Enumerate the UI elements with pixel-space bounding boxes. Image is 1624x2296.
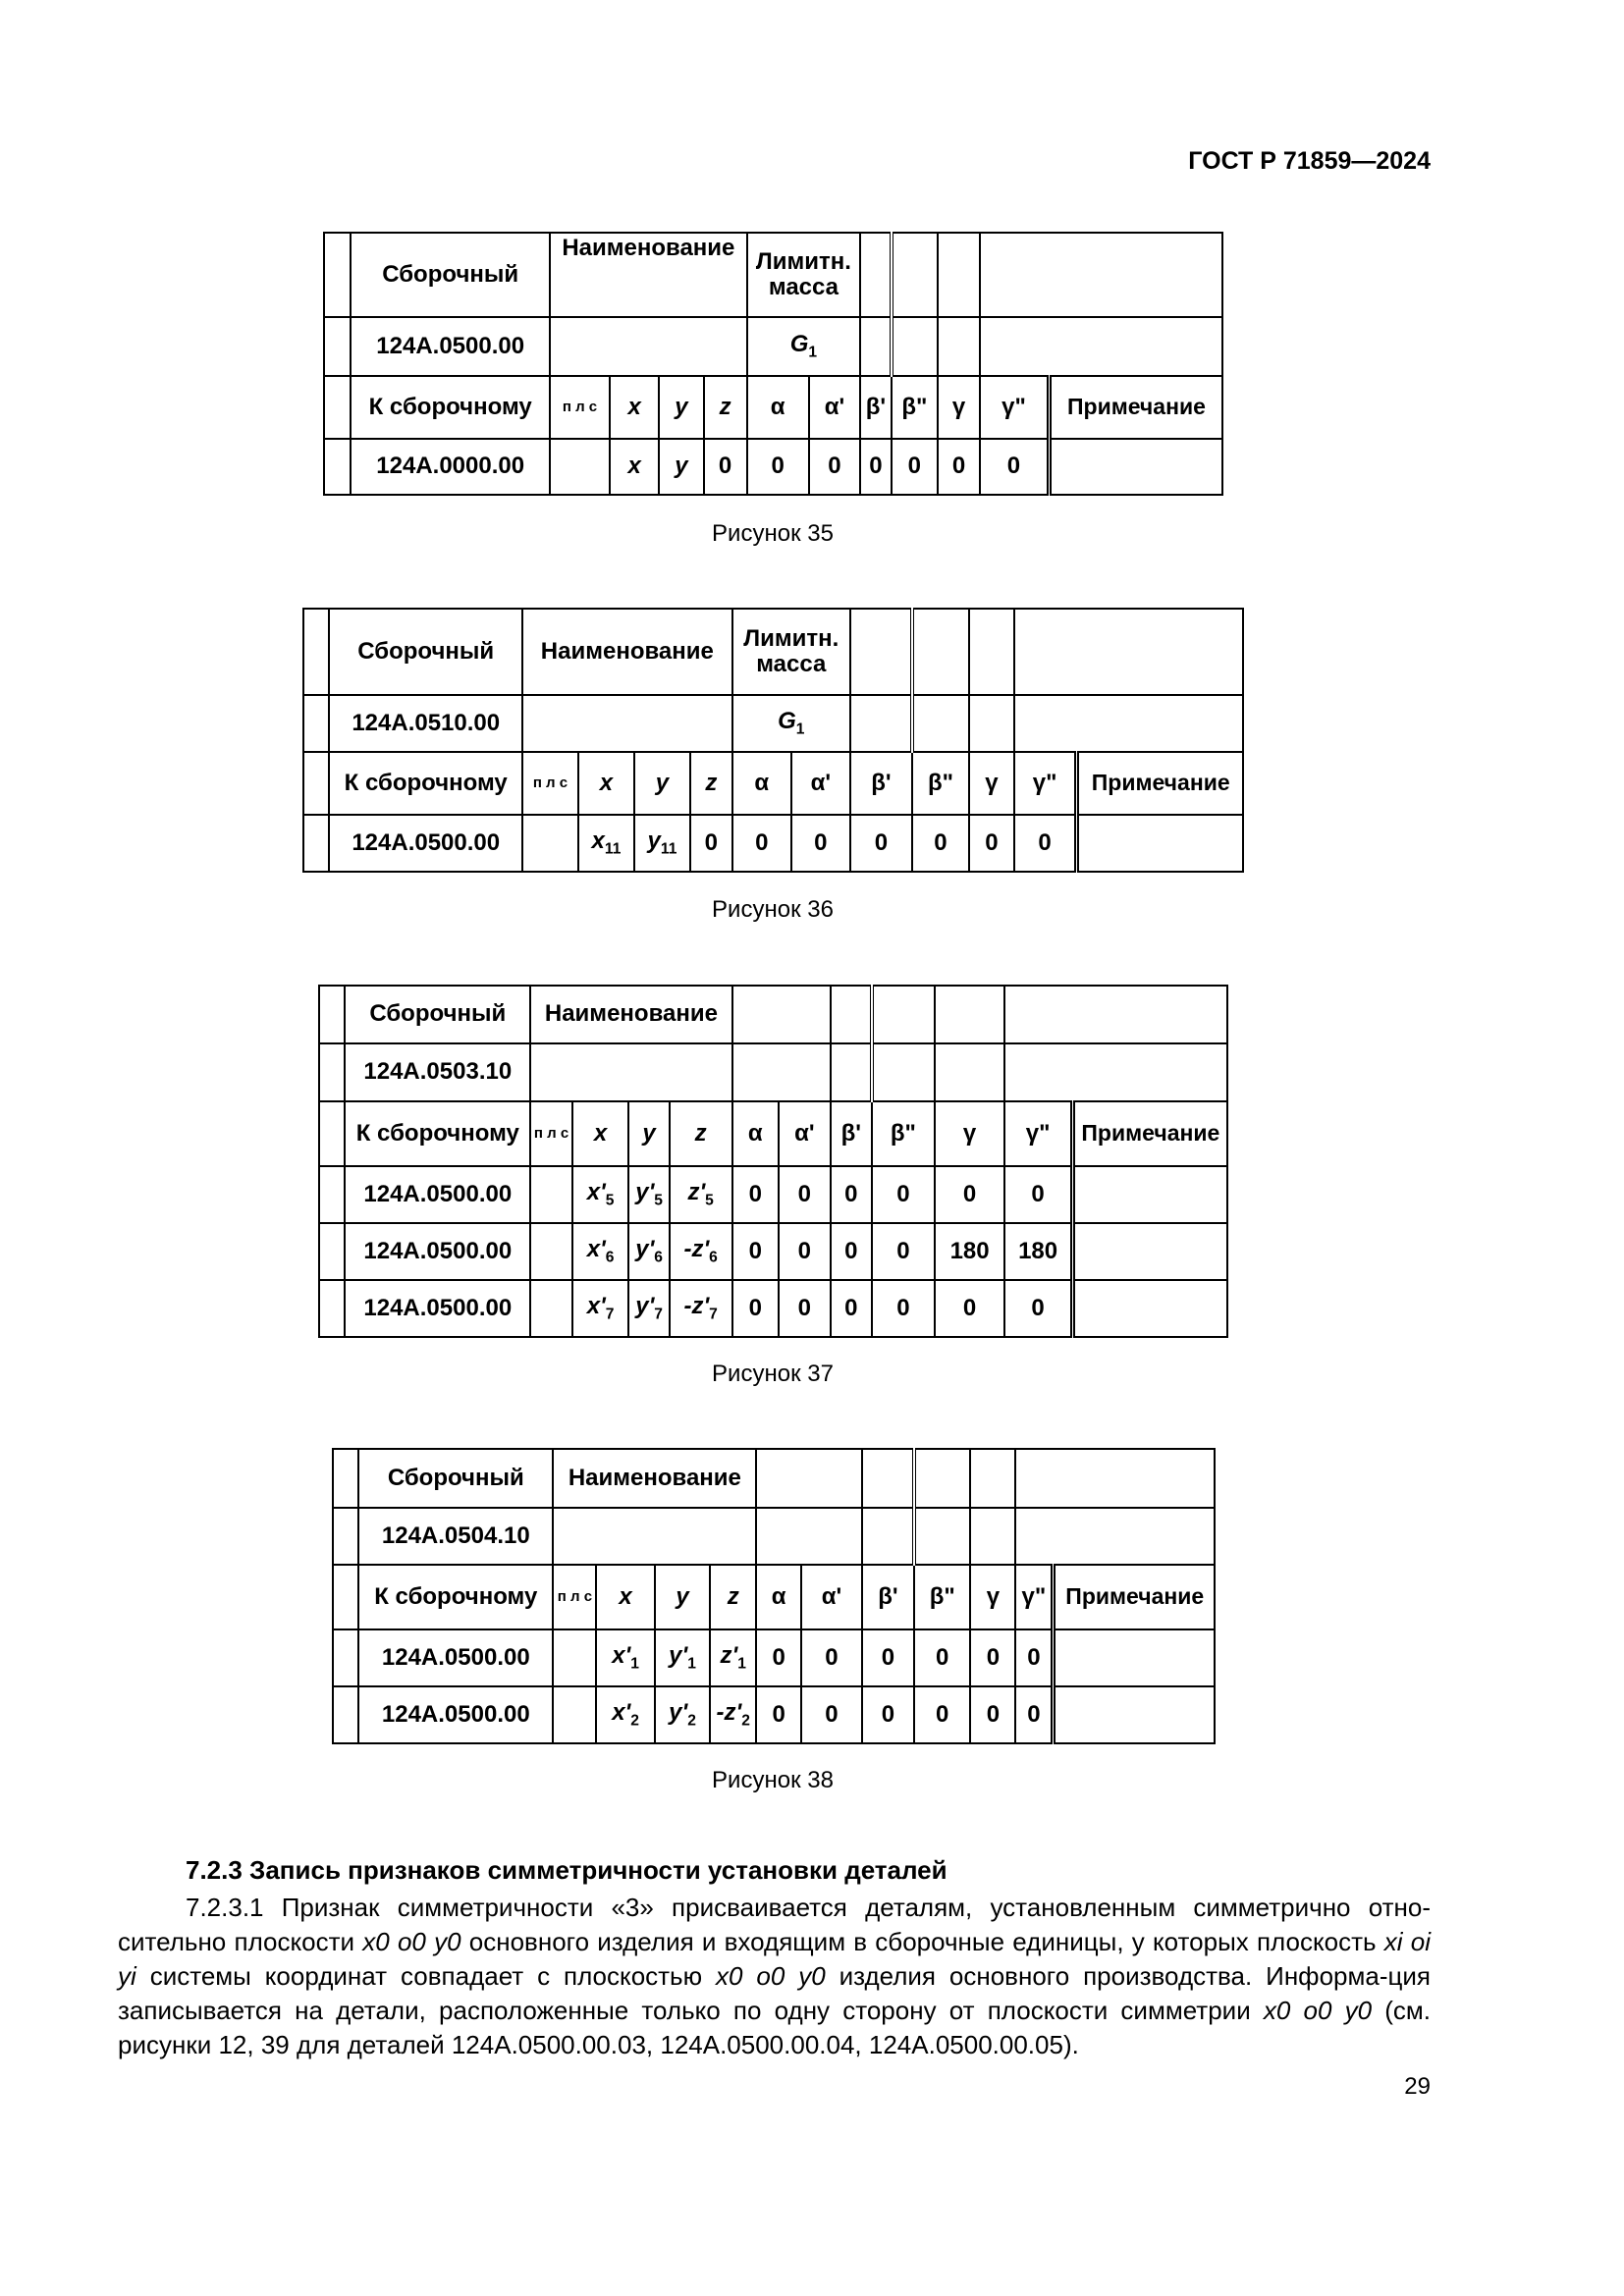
col-alpha1: α' [779, 1101, 831, 1166]
empty-cell [1004, 1043, 1227, 1101]
x-value: x [610, 439, 659, 495]
empty-cell [969, 609, 1014, 695]
to-assembly-label: К сборочному [329, 752, 521, 815]
empty-cell [862, 1449, 914, 1508]
table-row [319, 1280, 1227, 1337]
row-code: 124А.0500.00 [358, 1629, 553, 1686]
assembly-label: Сборочный [358, 1449, 553, 1508]
figure-36-table [302, 608, 1244, 873]
beta2-value: 0 [892, 439, 938, 495]
figure-38-caption: Рисунок 38 [712, 1767, 834, 1793]
empty-cell [732, 986, 831, 1043]
name-value [522, 695, 732, 752]
table-row [319, 1166, 1227, 1223]
row-code: 124А.0500.00 [345, 1166, 530, 1223]
col-beta2: β" [892, 376, 938, 439]
col-beta1: β' [850, 752, 912, 815]
document-code: ГОСТ Р 71859—2024 [1188, 147, 1431, 175]
beta2-value: 0 [912, 815, 969, 872]
beta1-value: 0 [862, 1686, 914, 1743]
gamma-value: 0 [935, 1280, 1005, 1337]
empty-cell [872, 1043, 935, 1101]
pls-value [553, 1686, 596, 1743]
limit-mass-label: Лимитн. масса [732, 609, 850, 695]
empty-cell [935, 1043, 1005, 1101]
col-beta2: β" [912, 752, 969, 815]
col-beta1: β' [860, 376, 892, 439]
pls-label: п л с [553, 1565, 596, 1629]
stub-cell [303, 752, 329, 815]
beta2-value: 0 [872, 1166, 935, 1223]
col-y: y [628, 1101, 669, 1166]
name-value [553, 1508, 756, 1565]
gamma-value: 0 [969, 815, 1014, 872]
col-beta2: β" [914, 1565, 970, 1629]
x-value: $x'_2$ [596, 1686, 655, 1743]
name-value [550, 317, 747, 376]
name-label: Наименование [522, 609, 732, 695]
empty-cell [912, 609, 969, 695]
z-value: $-z'_2$ [710, 1686, 756, 1743]
stub-cell [319, 986, 345, 1043]
to-assembly-label: К сборочному [358, 1565, 553, 1629]
gamma-value: 180 [935, 1223, 1005, 1280]
col-alpha1: α' [809, 376, 861, 439]
name-label: Наименование [553, 1449, 756, 1508]
y-value: $y'_1$ [655, 1629, 710, 1686]
stub-cell [333, 1449, 358, 1508]
empty-cell [1015, 1449, 1215, 1508]
stub-cell [319, 1223, 345, 1280]
beta2-value: 0 [872, 1280, 935, 1337]
gamma2-value: 0 [1015, 1686, 1054, 1743]
assembly-code: 124А.0504.10 [358, 1508, 553, 1565]
col-x: x [572, 1101, 629, 1166]
gamma-value: 0 [935, 1166, 1005, 1223]
alpha1-value: 0 [809, 439, 861, 495]
note-value [1077, 815, 1243, 872]
mass-value: $G_1$ [732, 695, 850, 752]
empty-cell [1014, 609, 1243, 695]
pls-value [530, 1280, 571, 1337]
alpha1-value: 0 [791, 815, 850, 872]
name-label: Наименование [530, 986, 731, 1043]
empty-cell [850, 695, 912, 752]
empty-cell [756, 1449, 862, 1508]
empty-cell [938, 317, 980, 376]
note-value [1072, 1223, 1227, 1280]
empty-cell [850, 609, 912, 695]
stub-cell [303, 609, 329, 695]
empty-cell [872, 986, 935, 1043]
col-beta1: β' [831, 1101, 872, 1166]
stub-cell [324, 376, 351, 439]
empty-cell [912, 695, 969, 752]
x-value: $x'_1$ [596, 1629, 655, 1686]
col-alpha: α [756, 1565, 801, 1629]
empty-cell [1015, 1508, 1215, 1565]
stub-cell [324, 233, 351, 317]
col-x: x [596, 1565, 655, 1629]
beta1-value: 0 [831, 1166, 872, 1223]
alpha-value: 0 [732, 1223, 780, 1280]
stub-cell [319, 1166, 345, 1223]
alpha-value: 0 [756, 1629, 801, 1686]
col-x: x [578, 752, 634, 815]
col-gamma: γ [969, 752, 1014, 815]
to-assembly-label: К сборочному [351, 376, 550, 439]
empty-cell [831, 1043, 872, 1101]
alpha-value: 0 [732, 1280, 780, 1337]
plane-symbol: x0 o0 y0 [1263, 1996, 1373, 2025]
pls-value [553, 1629, 596, 1686]
name-label: Наименование [550, 233, 747, 317]
x-value: $x_{11}$ [578, 815, 634, 872]
to-assembly-label: К сборочному [345, 1101, 530, 1166]
col-gamma2: γ" [1014, 752, 1077, 815]
figure-37-caption: Рисунок 37 [712, 1361, 834, 1387]
gamma-value: 0 [970, 1629, 1015, 1686]
note-label: Примечание [1049, 376, 1222, 439]
plane-symbol: x0 o0 y0 [716, 1961, 826, 1991]
empty-cell [938, 233, 980, 317]
figure-35-caption: Рисунок 35 [712, 520, 834, 547]
alpha1-value: 0 [779, 1166, 831, 1223]
empty-cell [970, 1508, 1015, 1565]
pls-value [522, 815, 578, 872]
col-alpha1: α' [791, 752, 850, 815]
empty-cell [935, 986, 1005, 1043]
empty-cell [756, 1508, 862, 1565]
assembly-code: 124А.0510.00 [329, 695, 521, 752]
z-value: 0 [690, 815, 732, 872]
stub-cell [333, 1508, 358, 1565]
empty-cell [980, 233, 1222, 317]
beta1-value: 0 [831, 1223, 872, 1280]
y-value: $y_{11}$ [634, 815, 690, 872]
alpha-value: 0 [732, 815, 791, 872]
col-gamma2: γ" [1004, 1101, 1072, 1166]
gamma2-value: 0 [1014, 815, 1077, 872]
note-value [1054, 1686, 1215, 1743]
pls-value [550, 439, 610, 495]
assembly-label: Сборочный [329, 609, 521, 695]
col-alpha: α [732, 1101, 780, 1166]
note-value [1049, 439, 1222, 495]
col-z: z [704, 376, 747, 439]
x-value: $x'_7$ [572, 1280, 629, 1337]
empty-cell [970, 1449, 1015, 1508]
limit-mass-label: Лимитн. масса [747, 233, 861, 317]
assembly-code: 124А.0503.10 [345, 1043, 530, 1101]
note-label: Примечание [1054, 1565, 1215, 1629]
empty-cell [980, 317, 1222, 376]
y-value: $y'_6$ [628, 1223, 669, 1280]
stub-cell [324, 317, 351, 376]
row-code: 124А.0000.00 [351, 439, 550, 495]
x-value: $x'_6$ [572, 1223, 629, 1280]
y-value: $y'_5$ [628, 1166, 669, 1223]
section-paragraph: 7.2.3.1 Признак симметричности «3» присваивается деталям, установленным симметрично отно-сительно плоскости x0 o0 y0 основного изделия и входящим в сборочные единицы, у которых плоскость xi oi yi системы координат совпадает с плоскостью x0 o0 y0 изделия основного производства. Информа-ция записывается на детали, расположенные только по одну сторону от плоскости симметрии x0 o0 y0 (см. рисунки 12, 39 для деталей 124А.0500.00.03, 124А.0500.00.04, 124А.0500.00.05). [118, 1893, 1431, 2059]
alpha1-value: 0 [779, 1280, 831, 1337]
col-alpha: α [732, 752, 791, 815]
empty-cell [860, 233, 892, 317]
stub-cell [333, 1565, 358, 1629]
col-y: y [655, 1565, 710, 1629]
stub-cell [319, 1280, 345, 1337]
z-value: 0 [704, 439, 747, 495]
x-value: $x'_5$ [572, 1166, 629, 1223]
alpha1-value: 0 [801, 1629, 862, 1686]
col-gamma: γ [935, 1101, 1005, 1166]
y-value: $y'_7$ [628, 1280, 669, 1337]
z-value: $-z'_6$ [670, 1223, 732, 1280]
figure-37-table [318, 985, 1228, 1338]
figure-36-caption: Рисунок 36 [712, 896, 834, 923]
assembly-code: 124А.0500.00 [351, 317, 550, 376]
empty-cell [1004, 986, 1227, 1043]
beta1-value: 0 [860, 439, 892, 495]
empty-cell [732, 1043, 831, 1101]
section-title: 7.2.3 Запись признаков симметричности установки деталей [186, 1855, 947, 1885]
col-gamma2: γ" [980, 376, 1049, 439]
stub-cell [303, 815, 329, 872]
empty-cell [892, 317, 938, 376]
table-row [319, 1223, 1227, 1280]
row-code: 124А.0500.00 [345, 1280, 530, 1337]
empty-cell [860, 317, 892, 376]
alpha1-value: 0 [801, 1686, 862, 1743]
alpha-value: 0 [756, 1686, 801, 1743]
col-gamma: γ [938, 376, 980, 439]
empty-cell [892, 233, 938, 317]
pls-label: п л с [530, 1101, 571, 1166]
empty-cell [914, 1508, 970, 1565]
gamma2-value: 180 [1004, 1223, 1072, 1280]
z-value: $-z'_7$ [670, 1280, 732, 1337]
pls-label: п л с [522, 752, 578, 815]
beta2-value: 0 [914, 1629, 970, 1686]
table-row [333, 1686, 1215, 1743]
gamma2-value: 0 [1004, 1166, 1072, 1223]
col-beta1: β' [862, 1565, 914, 1629]
stub-cell [319, 1101, 345, 1166]
row-code: 124А.0500.00 [358, 1686, 553, 1743]
page-number: 29 [1404, 2073, 1431, 2100]
beta2-value: 0 [914, 1686, 970, 1743]
col-alpha1: α' [801, 1565, 862, 1629]
table-row [333, 1629, 1215, 1686]
stub-cell [333, 1686, 358, 1743]
col-y: y [634, 752, 690, 815]
row-code: 124А.0500.00 [345, 1223, 530, 1280]
col-beta2: β" [872, 1101, 935, 1166]
gamma2-value: 0 [980, 439, 1049, 495]
figure-38-table [332, 1448, 1216, 1744]
gamma-value: 0 [938, 439, 980, 495]
name-value [530, 1043, 731, 1101]
empty-cell [914, 1449, 970, 1508]
y-value: y [659, 439, 703, 495]
stub-cell [303, 695, 329, 752]
col-y: y [659, 376, 703, 439]
note-label: Примечание [1077, 752, 1243, 815]
pls-value [530, 1223, 571, 1280]
stub-cell [324, 439, 351, 495]
assembly-label: Сборочный [345, 986, 530, 1043]
figure-35-table [323, 232, 1223, 496]
beta2-value: 0 [872, 1223, 935, 1280]
note-value [1072, 1166, 1227, 1223]
stub-cell [319, 1043, 345, 1101]
col-z: z [690, 752, 732, 815]
stub-cell [333, 1629, 358, 1686]
pls-value [530, 1166, 571, 1223]
gamma2-value: 0 [1004, 1280, 1072, 1337]
col-gamma: γ [970, 1565, 1015, 1629]
plane-symbol: x0 o0 y0 [362, 1927, 461, 1956]
beta1-value: 0 [831, 1280, 872, 1337]
mass-value: $G_1$ [747, 317, 861, 376]
empty-cell [862, 1508, 914, 1565]
col-gamma2: γ" [1015, 1565, 1054, 1629]
gamma-value: 0 [970, 1686, 1015, 1743]
col-z: z [670, 1101, 732, 1166]
row-code: 124А.0500.00 [329, 815, 521, 872]
gamma2-value: 0 [1015, 1629, 1054, 1686]
col-alpha: α [747, 376, 809, 439]
beta1-value: 0 [862, 1629, 914, 1686]
alpha1-value: 0 [779, 1223, 831, 1280]
empty-cell [969, 695, 1014, 752]
z-value: $z'_1$ [710, 1629, 756, 1686]
empty-cell [1014, 695, 1243, 752]
alpha-value: 0 [747, 439, 809, 495]
col-z: z [710, 1565, 756, 1629]
assembly-label: Сборочный [351, 233, 550, 317]
z-value: $z'_5$ [670, 1166, 732, 1223]
beta1-value: 0 [850, 815, 912, 872]
col-x: x [610, 376, 659, 439]
note-value [1054, 1629, 1215, 1686]
pls-label: п л с [550, 376, 610, 439]
note-value [1072, 1280, 1227, 1337]
note-label: Примечание [1072, 1101, 1227, 1166]
alpha-value: 0 [732, 1166, 780, 1223]
empty-cell [831, 986, 872, 1043]
y-value: $y'_2$ [655, 1686, 710, 1743]
